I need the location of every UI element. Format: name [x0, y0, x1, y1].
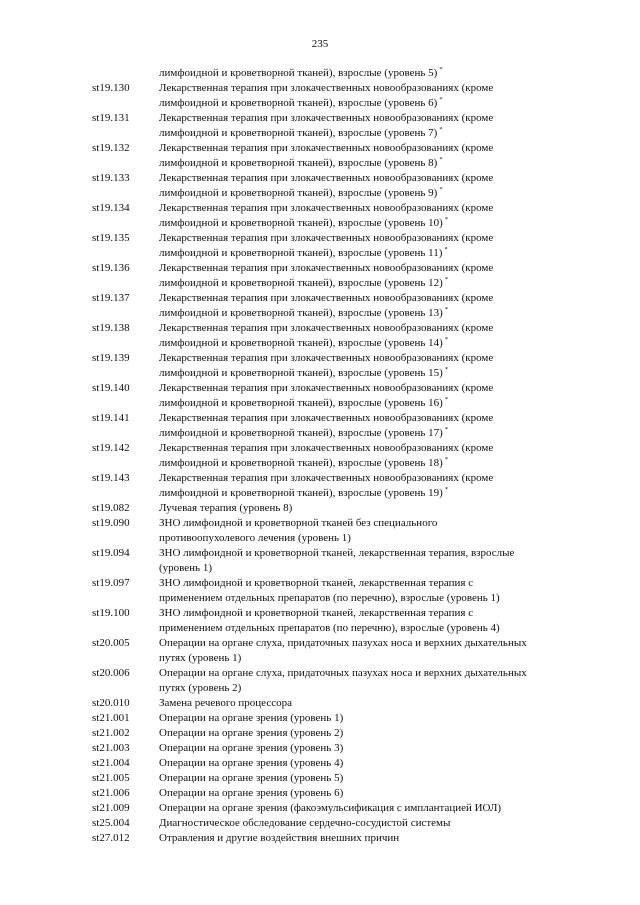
- description-line: [159, 276, 562, 291]
- table-row: [92, 291, 562, 321]
- description-text: лимфоидной и кроветворной тканей), взрослые (уровень 13): [159, 307, 443, 319]
- table-row: [92, 111, 562, 141]
- table-row: [92, 321, 562, 351]
- row-code: st21.009: [92, 802, 130, 814]
- description-line: [159, 816, 562, 831]
- row-code: st19.097: [92, 577, 130, 589]
- description-text: Лекарственная терапия при злокачественных новообразованиях (кроме: [159, 232, 494, 244]
- description-text: Лекарственная терапия при злокачественных новообразованиях (кроме: [159, 352, 494, 364]
- footnote-marker: *: [444, 246, 448, 253]
- row-description: [159, 771, 562, 786]
- table-row: [92, 771, 562, 786]
- row-code: st19.100: [92, 607, 130, 619]
- row-code: st19.133: [92, 172, 130, 184]
- description-line: [159, 306, 562, 321]
- description-text: Лекарственная терапия при злокачественных новообразованиях (кроме: [159, 472, 494, 484]
- table-row: [92, 786, 562, 801]
- description-text: Диагностическое обследование сердечно-сосудистой системы: [159, 817, 451, 829]
- row-code: st25.004: [92, 817, 130, 829]
- row-code: st27.012: [92, 832, 130, 844]
- description-line: [159, 441, 562, 456]
- description-text: Операции на органе зрения (уровень 1): [159, 712, 344, 724]
- description-line: [159, 96, 562, 111]
- description-text: Операции на органе зрения (уровень 3): [159, 742, 344, 754]
- table-row: [92, 471, 562, 501]
- row-code: st19.132: [92, 142, 130, 154]
- description-line: [159, 711, 562, 726]
- description-line: [159, 261, 562, 276]
- row-description: [159, 756, 562, 771]
- description-text: Замена речевого процессора: [159, 697, 292, 709]
- description-line: [159, 606, 562, 621]
- row-description: [159, 696, 562, 711]
- description-line: [159, 501, 562, 516]
- row-code: st21.006: [92, 787, 130, 799]
- description-text: Лекарственная терапия при злокачественных новообразованиях (кроме: [159, 412, 494, 424]
- description-line: [159, 231, 562, 246]
- description-line: [159, 396, 562, 411]
- row-code: st19.141: [92, 412, 130, 424]
- description-line: [159, 321, 562, 336]
- footnote-marker: *: [439, 96, 443, 103]
- row-code: st19.135: [92, 232, 130, 244]
- description-line: [159, 801, 562, 816]
- description-text: Лекарственная терапия при злокачественных новообразованиях (кроме: [159, 202, 494, 214]
- description-line: [159, 471, 562, 486]
- row-description: [159, 441, 562, 471]
- row-description: [159, 636, 562, 666]
- description-line: [159, 531, 562, 546]
- description-line: [159, 126, 562, 141]
- footnote-marker: *: [444, 216, 449, 223]
- description-line: [159, 636, 562, 651]
- description-text: путях (уровень 2): [159, 682, 242, 694]
- description-text: лимфоидной и кроветворной тканей), взрослые (уровень 14): [159, 337, 443, 349]
- table-row: [92, 201, 562, 231]
- row-code: st19.090: [92, 517, 130, 529]
- row-description: [159, 66, 562, 81]
- table-row: [92, 501, 562, 516]
- row-code: st19.140: [92, 382, 130, 394]
- table-row: [92, 636, 562, 666]
- description-text: лимфоидной и кроветворной тканей), взрослые (уровень 19): [159, 487, 443, 499]
- row-description: [159, 141, 562, 171]
- table-row: [92, 516, 562, 546]
- description-line: [159, 771, 562, 786]
- description-line: [159, 591, 562, 606]
- row-code: st19.138: [92, 322, 130, 334]
- description-text: лимфоидной и кроветворной тканей), взрослые (уровень 11): [159, 247, 443, 259]
- row-description: [159, 171, 562, 201]
- description-text: Лекарственная терапия при злокачественных новообразованиях (кроме: [159, 172, 494, 184]
- description-line: [159, 456, 562, 471]
- description-text: ЗНО лимфоидной и кроветворной тканей без специального: [159, 517, 438, 529]
- row-description: [159, 606, 562, 636]
- row-description: [159, 81, 562, 111]
- row-description: [159, 231, 562, 261]
- row-description: [159, 351, 562, 381]
- row-description: [159, 786, 562, 801]
- description-line: [159, 546, 562, 561]
- row-code: st21.003: [92, 742, 130, 754]
- codes-table: [92, 66, 562, 846]
- row-description: [159, 576, 562, 606]
- description-text: ЗНО лимфоидной и кроветворной тканей, лекарственная терапия, взрослые: [159, 547, 515, 559]
- description-line: [159, 741, 562, 756]
- description-text: Лекарственная терапия при злокачественных новообразованиях (кроме: [159, 82, 494, 94]
- row-code: st21.005: [92, 772, 130, 784]
- row-description: [159, 831, 562, 846]
- description-text: Лекарственная терапия при злокачественных новообразованиях (кроме: [159, 382, 494, 394]
- row-code: st19.139: [92, 352, 130, 364]
- description-text: Операции на органе зрения (факоэмульсификация с имплантацией ИОЛ): [159, 802, 502, 814]
- table-row: [92, 741, 562, 756]
- table-row: [92, 441, 562, 471]
- row-code: st20.010: [92, 697, 130, 709]
- description-text: Лекарственная терапия при злокачественных новообразованиях (кроме: [159, 262, 494, 274]
- table-row: [92, 546, 562, 576]
- footnote-marker: *: [439, 66, 443, 73]
- description-line: [159, 291, 562, 306]
- description-text: Лекарственная терапия при злокачественных новообразованиях (кроме: [159, 142, 494, 154]
- row-description: [159, 381, 562, 411]
- description-line: [159, 81, 562, 96]
- row-description: [159, 801, 562, 816]
- description-line: [159, 621, 562, 636]
- table-row: [92, 711, 562, 726]
- table-row: [92, 231, 562, 261]
- footnote-marker: *: [444, 456, 449, 463]
- row-description: [159, 471, 562, 501]
- description-text: лимфоидной и кроветворной тканей), взрослые (уровень 16): [159, 397, 443, 409]
- row-code: st19.134: [92, 202, 130, 214]
- table-row: [92, 141, 562, 171]
- description-text: лимфоидной и кроветворной тканей), взрослые (уровень 6): [159, 97, 438, 109]
- description-text: (уровень 1): [159, 562, 212, 574]
- description-text: лимфоидной и кроветворной тканей), взрослые (уровень 17): [159, 427, 443, 439]
- description-line: [159, 516, 562, 531]
- row-description: [159, 546, 562, 576]
- description-text: Операции на органе зрения (уровень 4): [159, 757, 344, 769]
- footnote-marker: *: [439, 156, 443, 163]
- description-text: Отравления и другие воздействия внешних причин: [159, 832, 400, 844]
- row-code: st20.006: [92, 667, 130, 679]
- row-description: [159, 501, 562, 516]
- row-code: st20.005: [92, 637, 130, 649]
- description-text: лимфоидной и кроветворной тканей), взрослые (уровень 18): [159, 457, 443, 469]
- description-line: [159, 426, 562, 441]
- table-row: [92, 411, 562, 441]
- table-row: [92, 381, 562, 411]
- description-text: ЗНО лимфоидной и кроветворной тканей, лекарственная терапия с: [159, 577, 474, 589]
- description-line: [159, 411, 562, 426]
- description-text: Лекарственная терапия при злокачественных новообразованиях (кроме: [159, 322, 494, 334]
- table-row: [92, 66, 562, 81]
- description-line: [159, 486, 562, 501]
- page-number: 235: [311, 38, 329, 50]
- table-row: [92, 831, 562, 846]
- description-line: [159, 66, 562, 81]
- table-row: [92, 576, 562, 606]
- description-line: [159, 111, 562, 126]
- description-line: [159, 351, 562, 366]
- description-text: Операции на органе зрения (уровень 2): [159, 727, 344, 739]
- row-code: st19.136: [92, 262, 130, 274]
- description-text: лимфоидной и кроветворной тканей), взрослые (уровень 8): [159, 157, 438, 169]
- row-code: st21.004: [92, 757, 130, 769]
- footnote-marker: *: [439, 186, 443, 193]
- description-text: Операции на органе слуха, придаточных пазухах носа и верхних дыхательных: [159, 637, 527, 649]
- description-text: применением отдельных препаратов (по перечню), взрослые (уровень 4): [159, 622, 500, 634]
- description-line: [159, 246, 562, 261]
- description-text: лимфоидной и кроветворной тканей), взрослые (уровень 7): [159, 127, 438, 139]
- row-code: st19.094: [92, 547, 130, 559]
- description-text: Операции на органе зрения (уровень 6): [159, 787, 344, 799]
- row-code: st19.143: [92, 472, 130, 484]
- description-line: [159, 156, 562, 171]
- description-text: путях (уровень 1): [159, 652, 242, 664]
- row-description: [159, 741, 562, 756]
- row-code: st19.142: [92, 442, 130, 454]
- description-text: Лекарственная терапия при злокачественных новообразованиях (кроме: [159, 112, 494, 124]
- description-text: Операции на органе зрения (уровень 5): [159, 772, 344, 784]
- description-text: лимфоидной и кроветворной тканей), взрослые (уровень 10): [159, 217, 443, 229]
- row-description: [159, 411, 562, 441]
- table-row: [92, 171, 562, 201]
- description-text: Лучевая терапия (уровень 8): [159, 502, 293, 514]
- description-line: [159, 681, 562, 696]
- description-text: Лекарственная терапия при злокачественных новообразованиях (кроме: [159, 442, 494, 454]
- description-line: [159, 696, 562, 711]
- description-line: [159, 651, 562, 666]
- footnote-marker: *: [444, 366, 449, 373]
- row-description: [159, 516, 562, 546]
- row-code: st21.001: [92, 712, 130, 724]
- description-text: применением отдельных препаратов (по перечню), взрослые (уровень 1): [159, 592, 500, 604]
- description-line: [159, 756, 562, 771]
- row-description: [159, 711, 562, 726]
- row-code: st19.082: [92, 502, 130, 514]
- footnote-marker: *: [444, 276, 449, 283]
- description-line: [159, 216, 562, 231]
- table-row: [92, 726, 562, 741]
- footnote-marker: *: [444, 396, 449, 403]
- row-description: [159, 726, 562, 741]
- description-text: лимфоидной и кроветворной тканей), взрослые (уровень 5): [159, 67, 438, 79]
- row-description: [159, 291, 562, 321]
- description-line: [159, 666, 562, 681]
- description-text: лимфоидной и кроветворной тканей), взрослые (уровень 15): [159, 367, 443, 379]
- table-row: [92, 81, 562, 111]
- description-text: лимфоидной и кроветворной тканей), взрослые (уровень 9): [159, 187, 438, 199]
- table-row: [92, 261, 562, 291]
- table-row: [92, 351, 562, 381]
- row-code: [92, 66, 159, 81]
- description-line: [159, 576, 562, 591]
- description-line: [159, 141, 562, 156]
- row-code: st19.130: [92, 82, 130, 94]
- footnote-marker: *: [444, 306, 449, 313]
- table-row: [92, 801, 562, 816]
- footnote-marker: *: [444, 486, 449, 493]
- table-row: [92, 696, 562, 711]
- description-line: [159, 201, 562, 216]
- table-row: [92, 816, 562, 831]
- description-line: [159, 171, 562, 186]
- description-text: противоопухолевого лечения (уровень 1): [159, 532, 351, 544]
- description-text: Лекарственная терапия при злокачественных новообразованиях (кроме: [159, 292, 494, 304]
- description-line: [159, 726, 562, 741]
- description-line: [159, 381, 562, 396]
- footnote-marker: *: [444, 426, 449, 433]
- table-row: [92, 756, 562, 771]
- row-description: [159, 261, 562, 291]
- description-line: [159, 336, 562, 351]
- description-line: [159, 561, 562, 576]
- row-description: [159, 201, 562, 231]
- row-description: [159, 666, 562, 696]
- row-code: st19.131: [92, 112, 130, 124]
- footnote-marker: *: [439, 126, 443, 133]
- description-line: [159, 831, 562, 846]
- row-description: [159, 816, 562, 831]
- footnote-marker: *: [444, 336, 449, 343]
- row-code: st19.137: [92, 292, 130, 304]
- description-text: лимфоидной и кроветворной тканей), взрослые (уровень 12): [159, 277, 443, 289]
- row-description: [159, 111, 562, 141]
- description-line: [159, 186, 562, 201]
- description-text: Операции на органе слуха, придаточных пазухах носа и верхних дыхательных: [159, 667, 527, 679]
- row-code: st21.002: [92, 727, 130, 739]
- table-row: [92, 606, 562, 636]
- description-line: [159, 786, 562, 801]
- description-line: [159, 366, 562, 381]
- table-row: [92, 666, 562, 696]
- description-text: ЗНО лимфоидной и кроветворной тканей, лекарственная терапия с: [159, 607, 474, 619]
- row-description: [159, 321, 562, 351]
